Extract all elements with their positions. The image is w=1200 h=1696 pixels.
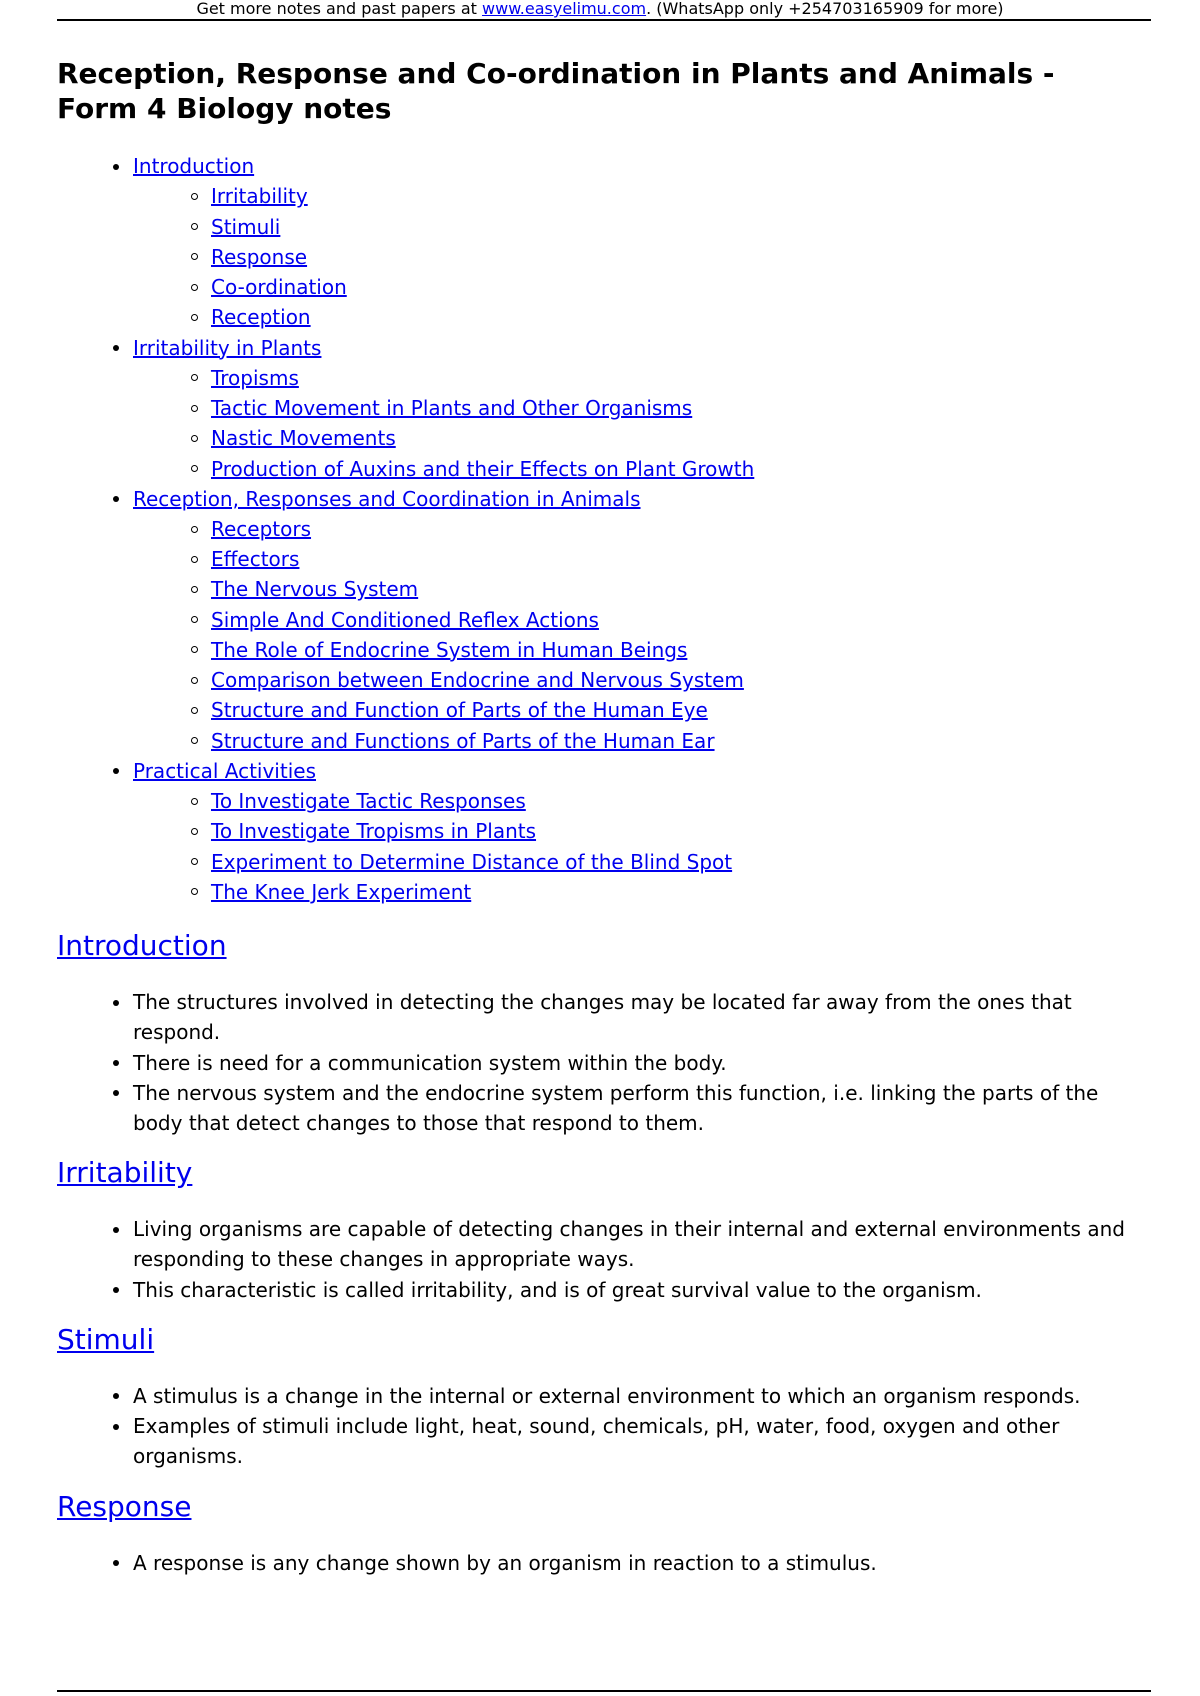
toc-sublist [133,786,1151,907]
toc-subitem [133,393,1151,423]
toc-subitem [133,877,1151,907]
response-bullets [57,1548,1151,1578]
toc-link-irritability-in-plants[interactable]: Irritability in Plants [133,335,322,360]
header-divider [57,19,1151,21]
toc-sublink-co-ordination[interactable]: Co-ordination [211,275,347,300]
toc-subitem [133,423,1151,453]
section-heading-irritability [57,1156,1151,1190]
section-link-introduction[interactable]: Introduction [57,929,227,963]
promo-text: Get more notes and past papers at [196,0,483,18]
toc-sublink-tactic-responses[interactable]: To Investigate Tactic Responses [211,789,526,814]
promo-header [0,0,1200,19]
section-link-stimuli[interactable]: Stimuli [57,1322,155,1356]
list-item: This characteristic is called irritability, and is of great survival value to the organism. [57,1275,1151,1305]
toc-sublink-tropisms[interactable]: Tropisms [211,365,299,390]
toc-subitem [133,212,1151,242]
toc-sublink-nervous-system[interactable]: The Nervous System [211,577,419,602]
section-link-response[interactable]: Response [57,1489,192,1523]
list-item: The nervous system and the endocrine system perform this function, i.e. linking the parts of the body that detect changes to those that respond to them. [57,1078,1151,1138]
stimuli-bullets [57,1381,1151,1472]
footer-divider [57,1690,1151,1692]
toc-sublist [133,514,1151,756]
toc-sublink-effectors[interactable]: Effectors [211,547,300,572]
list-item: There is need for a communication system within the body. [57,1048,1151,1078]
toc-link-reception-in-animals[interactable]: Reception, Responses and Coordination in Animals [133,486,641,511]
toc-item [57,484,1151,756]
toc-sublink-tropisms-investigation[interactable]: To Investigate Tropisms in Plants [211,819,537,844]
toc-subitem [133,181,1151,211]
page-title: Reception, Response and Co-ordination in Plants and Animals - Form 4 Biology notes [57,57,1055,125]
introduction-bullets [57,987,1151,1138]
toc-item [57,333,1151,484]
list-item: The structures involved in detecting the changes may be located far away from the ones that respond. [57,987,1151,1047]
list-item: A stimulus is a change in the internal or external environment to which an organism responds. [57,1381,1151,1411]
toc-sublink-tactic-movement[interactable]: Tactic Movement in Plants and Other Organisms [211,396,693,421]
toc-link-introduction[interactable]: Introduction [133,154,255,179]
toc-subitem [133,272,1151,302]
section-link-irritability[interactable]: Irritability [57,1156,193,1190]
irritability-bullets [57,1214,1151,1305]
toc-item [57,756,1151,907]
section-heading-introduction [57,929,1151,963]
toc-subitem [133,635,1151,665]
toc-sublist [133,181,1151,332]
toc-subitem [133,695,1151,725]
list-item: A response is any change shown by an organism in reaction to a stimulus. [57,1548,1151,1578]
table-of-contents [57,151,1151,911]
website-link[interactable]: www.easyelimu.com [482,0,647,18]
toc-subitem [133,544,1151,574]
toc-sublink-reflex-actions[interactable]: Simple And Conditioned Reflex Actions [211,607,599,632]
promo-contact-text: . (WhatsApp only +254703165909 for more) [646,0,1004,18]
toc-subitem [133,847,1151,877]
toc-sublink-stimuli[interactable]: Stimuli [211,214,281,239]
toc-sublink-irritability[interactable]: Irritability [211,184,308,209]
toc-subitem [133,302,1151,332]
toc-sublink-human-eye[interactable]: Structure and Function of Parts of the Human Eye [211,698,708,723]
section-heading-stimuli [57,1323,1151,1357]
toc-sublink-receptors[interactable]: Receptors [211,517,312,541]
list-item: Examples of stimuli include light, heat, sound, chemicals, pH, water, food, oxygen and other organisms. [57,1411,1151,1471]
toc-subitem [133,786,1151,816]
toc-sublink-response[interactable]: Response [211,244,308,269]
toc-sublink-blind-spot-experiment[interactable]: Experiment to Determine Distance of the Blind Spot [211,849,733,874]
toc-subitem [133,726,1151,756]
main-content [57,57,1151,1578]
toc-subitem [133,816,1151,846]
toc-sublink-endocrine-system-role[interactable]: The Role of Endocrine System in Human Beings [211,637,688,662]
toc-sublink-reception[interactable]: Reception [211,305,311,330]
toc-sublink-knee-jerk-experiment[interactable]: The Knee Jerk Experiment [211,879,472,904]
toc-subitem [133,574,1151,604]
toc-subitem [133,454,1151,484]
toc-link-practical-activities[interactable]: Practical Activities [133,758,316,783]
toc-sublink-endocrine-vs-nervous[interactable]: Comparison between Endocrine and Nervous System [211,668,744,693]
toc-subitem [133,242,1151,272]
toc-sublink-nastic-movements[interactable]: Nastic Movements [211,426,396,451]
section-heading-response [57,1490,1151,1524]
toc-sublist [133,363,1151,484]
list-item: Living organisms are capable of detecting changes in their internal and external environments and responding to these changes in appropriate ways. [57,1214,1151,1274]
toc-item [57,151,1151,332]
toc-subitem [133,363,1151,393]
toc-subitem [133,605,1151,635]
toc-sublink-production-of-auxins[interactable]: Production of Auxins and their Effects on Plant Growth [211,456,755,481]
toc-sublink-human-ear[interactable]: Structure and Functions of Parts of the Human Ear [211,728,715,753]
toc-subitem [133,665,1151,695]
toc-subitem [133,514,1151,544]
